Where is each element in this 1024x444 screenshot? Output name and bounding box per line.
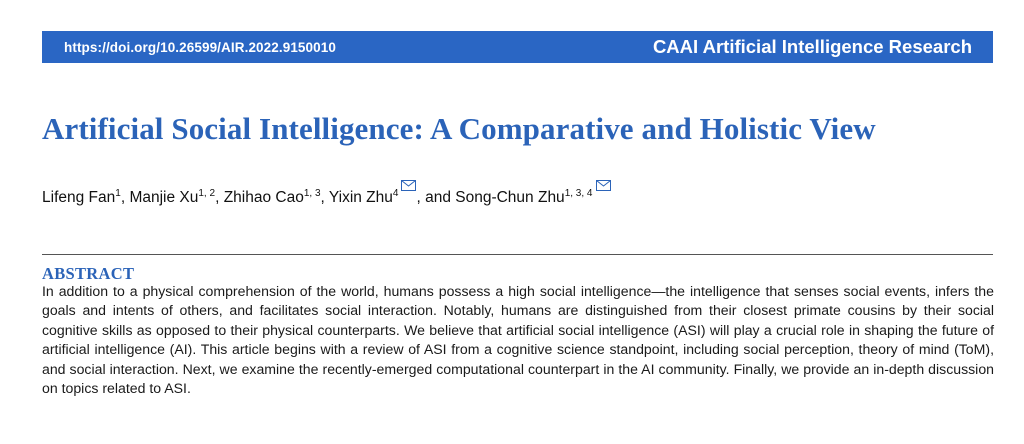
author-name: Song-Chun Zhu — [455, 189, 565, 206]
doi-link[interactable]: https://doi.org/10.26599/AIR.2022.9150010 — [64, 39, 336, 55]
envelope-icon[interactable] — [401, 180, 416, 191]
author-affiliation: 1, 2 — [198, 188, 216, 199]
author-affiliation-text: 4 — [392, 188, 399, 199]
author-separator: , — [320, 189, 329, 206]
journal-header-bar — [42, 31, 993, 63]
author-affiliation: 1, 3 — [303, 188, 321, 199]
abstract-heading: ABSTRACT — [42, 264, 135, 283]
author-name: Zhihao Cao — [223, 189, 304, 206]
envelope-icon[interactable] — [596, 180, 611, 191]
author-list — [42, 180, 611, 207]
author-separator: , — [120, 189, 130, 206]
author-name: Lifeng Fan — [42, 189, 116, 206]
author-affiliation — [393, 188, 417, 199]
author-separator: , — [215, 189, 224, 206]
abstract-body: In addition to a physical comprehension of the world, humans possess a high social intelligence—the intelligence that senses social events, infers the goals and intents of others, and facilitates social interaction. Notably, humans are distinguished from their closest primate cousins by their social cognitive skills as opposed to their physical counterparts. We believe that artificial social intelligence (ASI) will play a crucial role in shaping the future of artificial intelligence (AI). This article begins with a review of ASI from a cognitive science standpoint, including social perception, theory of mind (ToM), and social interaction. Next, we examine the recently-emerged computational counterpart in the AI community. Finally, we provide an in-depth discussion on topics related to ASI. — [42, 283, 994, 397]
author-affiliation: 1 — [115, 188, 121, 199]
author-separator: , and — [416, 189, 456, 206]
author-name: Yixin Zhu — [328, 189, 393, 206]
paper-title: Artificial Social Intelligence: A Comparative and Holistic View — [42, 111, 876, 146]
journal-name: CAAI Artificial Intelligence Research — [652, 36, 972, 57]
section-divider — [42, 254, 993, 255]
author-affiliation-text: 1, 3, 4 — [564, 188, 593, 199]
author-name: Manjie Xu — [129, 189, 199, 206]
author-affiliation — [565, 188, 611, 199]
